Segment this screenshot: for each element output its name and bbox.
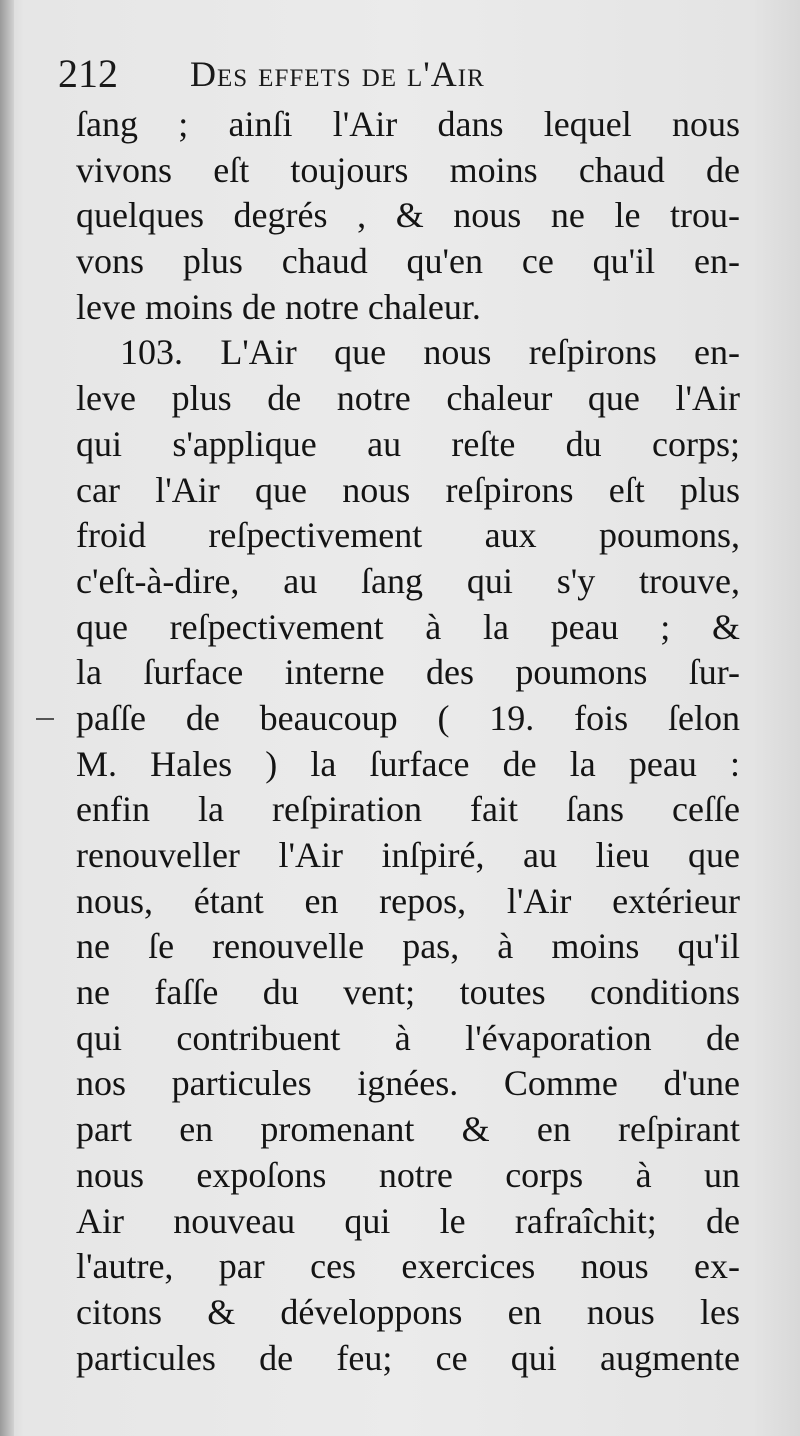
text-line: quelques degrés , & nous ne le trou-: [76, 195, 740, 236]
text-line: leve moins de notre chaleur.: [76, 286, 481, 327]
text-line: Air nouveau qui le rafraîchit; de: [76, 1200, 740, 1241]
text-line: c'eſt-à-dire, au ſang qui s'y trouve,: [76, 560, 740, 601]
text-line: car l'Air que nous reſpirons eſt plus: [76, 469, 740, 510]
text-line: enfin la reſpiration fait ſans ceſſe: [76, 789, 740, 830]
text-line: nos particules ignées. Comme d'une: [76, 1063, 740, 1104]
text-line: particules de feu; ce qui augmente: [76, 1337, 740, 1378]
text-line: citons & développons en nous les: [76, 1291, 740, 1332]
text-line: qui contribuent à l'évaporation de: [76, 1017, 740, 1058]
text-line: la ſurface interne des poumons ſur-: [76, 652, 740, 693]
text-line: leve plus de notre chaleur que l'Air: [76, 378, 740, 419]
text-line: renouveller l'Air inſpiré, au lieu que: [76, 835, 740, 875]
text-line: l'autre, par ces exercices nous ex-: [76, 1246, 740, 1287]
text-line: vons plus chaud qu'en ce qu'il en-: [76, 241, 740, 282]
page-number: 212: [58, 51, 118, 96]
text-line: ne ſe renouvelle pas, à moins qu'il: [76, 926, 740, 967]
text-line: nous expoſons notre corps à un: [76, 1154, 740, 1195]
text-line: que reſpectivement à la peau ; &: [76, 606, 740, 647]
text-line: qui s'applique au reſte du corps;: [76, 423, 740, 464]
body-text: [76, 102, 740, 1381]
running-title: Des effets de l'Air: [190, 54, 485, 94]
page-gutter-shadow: [0, 0, 14, 1436]
paragraph-start-line: 103. L'Air que nous reſpirons en-: [120, 332, 740, 373]
text-line: part en promenant & en reſpirant: [76, 1109, 740, 1150]
text-line: vivons eſt toujours moins chaud de: [76, 149, 740, 190]
text-line: froid reſpectivement aux poumons,: [76, 515, 740, 556]
text-line: ne faſſe du vent; toutes conditions: [76, 972, 740, 1013]
page-header: [58, 44, 758, 104]
margin-mark: [36, 718, 54, 720]
text-line: nous, étant en repos, l'Air extérieur: [76, 880, 740, 921]
text-line: M. Hales ) la ſurface de la peau :: [76, 743, 740, 784]
text-line: ſang ; ainſi l'Air dans lequel nous: [76, 104, 740, 144]
text-line: paſſe de beaucoup ( 19. fois ſelon: [76, 697, 740, 738]
